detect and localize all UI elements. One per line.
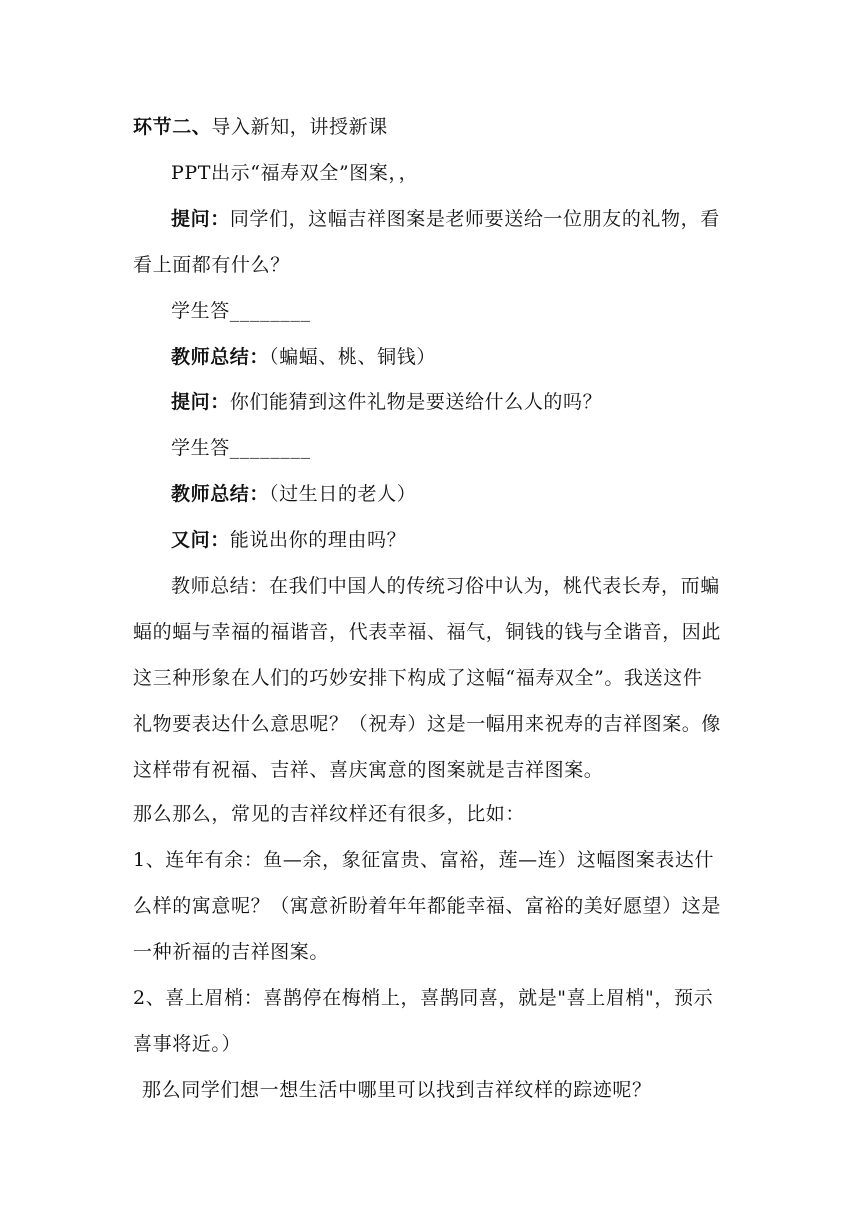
paragraph-line-8: 么样的寓意呢？（寓意祈盼着年年都能幸福、富裕的美好愿望）这是 [133,895,722,917]
question-1 [171,206,720,232]
paragraph-line-2: 蝠的蝠与幸福的福谐音，代表幸福、福气，铜钱的钱与全谐音，因此 [133,621,722,643]
paragraph-line-3: 这三种形象在人们的巧妙安排下构成了这幅“福寿双全”。我送这件 [133,667,703,689]
question-2-label: 提问： [171,391,230,413]
ppt-line: PPT出示“福寿双全”图案，， [171,162,419,184]
student-answer-2: 学生答________ [171,437,311,459]
question-3 [171,527,406,553]
paragraph-line-10: 2、喜上眉梢：喜鹊停在梅梢上，喜鹊同喜，就是"喜上眉梢"，预示 [133,987,714,1009]
section-heading-bold: 环节二、 [133,116,212,138]
question-1-cont: 看上面都有什么？ [133,254,290,276]
paragraph-line-11: 喜事将近。） [133,1033,242,1055]
section-heading [133,114,388,140]
question-1-text: 同学们，这幅吉祥图案是老师要送给一位朋友的礼物，看 [229,208,720,230]
question-3-text: 能说出你的理由吗？ [229,529,407,551]
paragraph-line-6: 那么那么，常见的吉祥纹样还有很多，比如： [133,803,526,825]
question-3-label: 又问： [171,529,230,551]
teacher-summary-1-text: （蝙蝠、桃、铜钱） [269,346,436,368]
teacher-summary-2-text: （过生日的老人） [269,483,417,505]
student-answer-1: 学生答________ [171,300,311,322]
teacher-summary-2 [171,481,416,507]
teacher-summary-1 [171,344,436,370]
paragraph-line-4: 礼物要表达什么意思呢？（祝寿）这是一幅用来祝寿的吉祥图案。像 [133,713,722,735]
question-1-label: 提问： [171,208,230,230]
question-2-text: 你们能猜到这件礼物是要送给什么人的吗？ [229,391,603,413]
paragraph-line-9: 一种祈福的吉祥图案。 [133,941,330,963]
paragraph-line-12: 那么同学们想一想生活中哪里可以找到吉祥纹样的踪迹呢？ [142,1079,652,1101]
section-heading-text: 导入新知，讲授新课 [211,116,388,138]
paragraph-line-5: 这样带有祝福、吉祥、喜庆寓意的图案就是吉祥图案。 [133,759,604,781]
question-2 [171,389,602,415]
paragraph-line-1: 教师总结：在我们中国人的传统习俗中认为，桃代表长寿，而蝙 [171,575,720,597]
paragraph-line-7: 1、连年有余：鱼—余，象征富贵、富裕，莲—连）这幅图案表达什 [133,849,715,871]
teacher-summary-1-label: 教师总结： [171,346,270,368]
teacher-summary-2-label: 教师总结： [171,483,270,505]
